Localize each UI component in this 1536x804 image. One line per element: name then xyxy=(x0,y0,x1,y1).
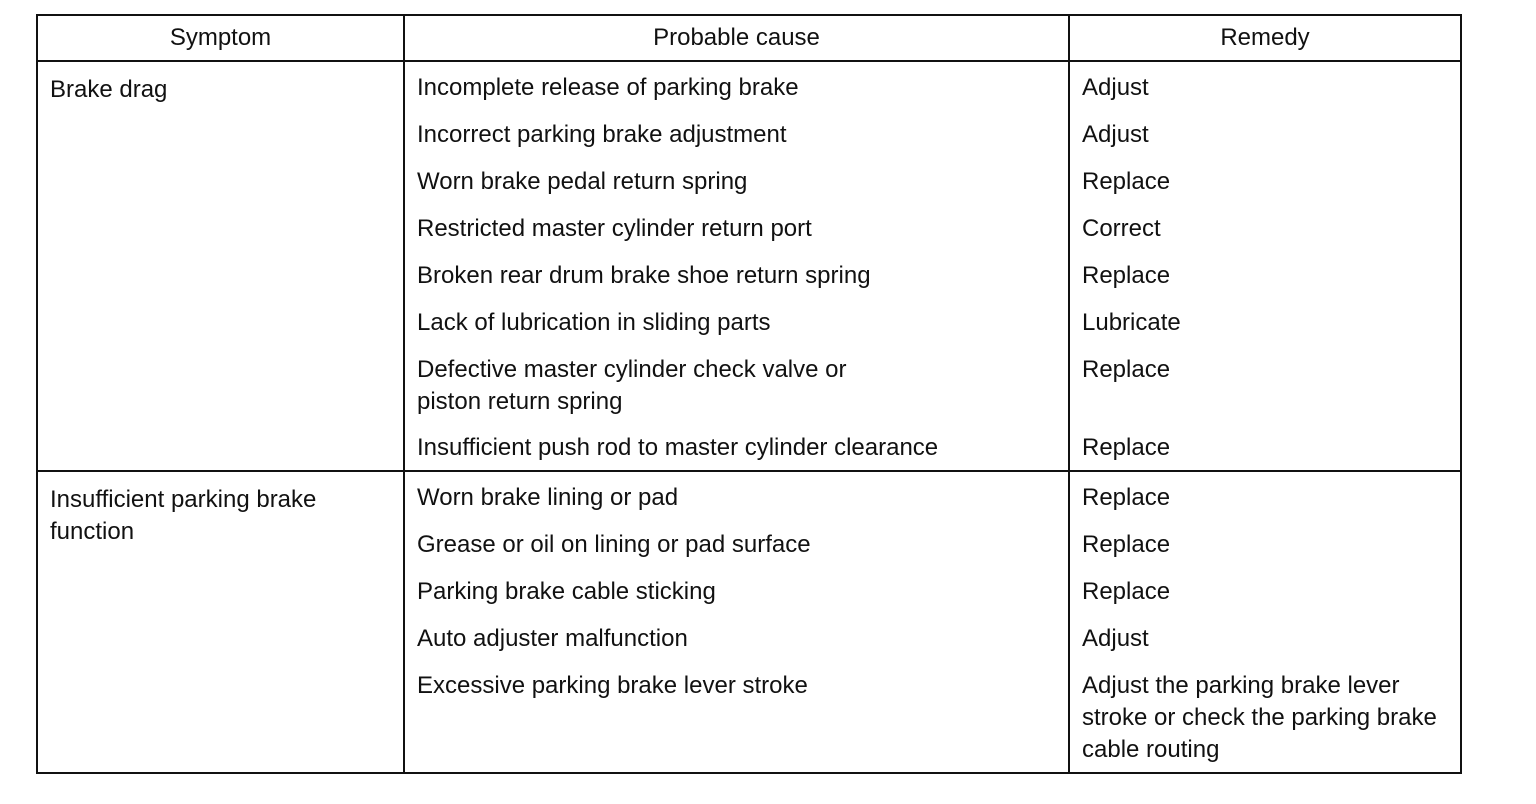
troubleshooting-table-container xyxy=(36,14,1460,774)
header-symptom: Symptom xyxy=(37,15,404,61)
table-row xyxy=(37,471,1461,773)
remedy-text: Adjust xyxy=(1082,625,1149,652)
remedy-cell xyxy=(1069,471,1461,773)
header-probable-cause: Probable cause xyxy=(404,15,1069,61)
symptom-cell xyxy=(37,61,404,471)
cause-text: Restricted master cylinder return port xyxy=(417,215,812,242)
symptom-text: Insufficient parking brake function xyxy=(50,486,317,545)
header-remedy: Remedy xyxy=(1069,15,1461,61)
troubleshooting-table xyxy=(36,14,1462,774)
symptom-cell xyxy=(37,471,404,773)
cause-cell xyxy=(404,471,1069,773)
cause-text: Insufficient push rod to master cylinder clearance xyxy=(417,434,939,461)
cause-text: Excessive parking brake lever stroke xyxy=(417,672,808,699)
cause-text: Broken rear drum brake shoe return spring xyxy=(417,262,871,289)
symptom-text: Brake drag xyxy=(50,76,168,103)
cause-text: Incorrect parking brake adjustment xyxy=(417,121,787,148)
remedy-text: Adjust xyxy=(1082,121,1149,148)
cause-text: Defective master cylinder check valve or piston return spring xyxy=(417,356,847,415)
cause-text: Lack of lubrication in sliding parts xyxy=(417,309,771,336)
remedy-text: Replace xyxy=(1082,356,1171,383)
remedy-text: Correct xyxy=(1082,215,1161,242)
table-row xyxy=(37,61,1461,471)
table-header xyxy=(37,15,1461,61)
symptom-group-brake-drag xyxy=(37,61,1461,471)
remedy-text: Replace xyxy=(1082,434,1171,461)
remedy-text: Adjust the parking brake lever stroke or check the parking brake cable routing xyxy=(1082,672,1437,763)
remedy-text: Replace xyxy=(1082,168,1171,195)
remedy-cell xyxy=(1069,61,1461,471)
cause-text: Incomplete release of parking brake xyxy=(417,74,799,101)
cause-text: Worn brake lining or pad xyxy=(417,484,679,511)
header-row xyxy=(37,15,1461,61)
cause-text: Parking brake cable sticking xyxy=(417,578,716,605)
cause-cell xyxy=(404,61,1069,471)
remedy-text: Replace xyxy=(1082,531,1171,558)
remedy-text: Replace xyxy=(1082,578,1171,605)
symptom-group-insufficient-parking-brake xyxy=(37,471,1461,773)
remedy-text: Lubricate xyxy=(1082,309,1181,336)
cause-text: Auto adjuster malfunction xyxy=(417,625,688,652)
remedy-text: Replace xyxy=(1082,262,1171,289)
remedy-text: Adjust xyxy=(1082,74,1149,101)
cause-text: Grease or oil on lining or pad surface xyxy=(417,531,811,558)
remedy-text: Replace xyxy=(1082,484,1171,511)
cause-text: Worn brake pedal return spring xyxy=(417,168,748,195)
